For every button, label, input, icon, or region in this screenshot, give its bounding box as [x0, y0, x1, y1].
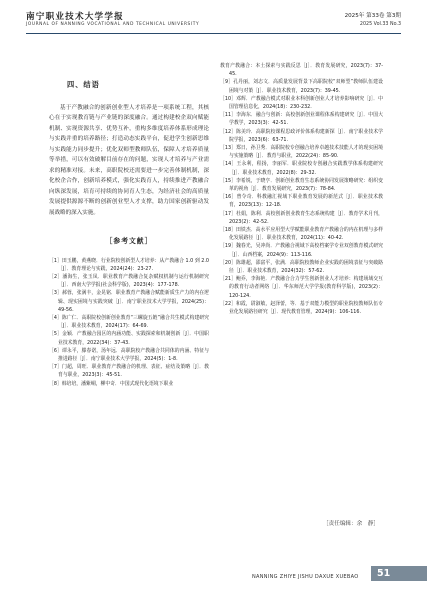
- journal-header: [26, 10, 401, 40]
- left-column: [49, 56, 209, 388]
- journal-title-en: JOURNAL OF NANNING VOCATIONAL AND TECHNICAL UNIVERSITY: [26, 22, 200, 27]
- reference-item: ［8］韩培培，潘紫峒，柳中奇．中国式现代化语境下职业: [49, 380, 174, 387]
- reference-item: ［13］郑日，孙卫秀．高职院校专创融合培养卓越技术技能人才的现实困境与实施策略［J］．教育与职业，2022(24)：85-90.: [220, 145, 383, 160]
- reference-item: ［2］潘海生，张玉凤．职业教育产教融合复杂赋权机制与运行机制研究［J］．西南大学学报(社会科学版)，2023(4)：177-178.: [49, 273, 209, 289]
- reference-item: ［7］门超，周旺．职业教育产教融合的机理、表征、症结及策略［J］．教育与职业，2023(3)：45-51.: [49, 364, 209, 379]
- reference-item: ［16］曾令奇．科教融汇视域下职业教育发展的新范式［J］．职业技术教育，2023(13)：12-18.: [220, 194, 383, 209]
- reference-item: ［9］孔丹丽，刘志文．高质量发展背景下高职院校“双师型”教师队伍建设困境与对策［J］．职业技术教育，2023(7)：39-45.: [220, 79, 383, 94]
- reference-item: ［18］田铁杰．高水平应用型大学赋能职业教育产教融合的内在机理与多样化发展路径［J］．职业技术教育，2024(11)：40-42.: [220, 227, 383, 242]
- reference-item: ［19］魏春光，吴冲尚．产教融合视域下高校档案学专业双创教育模式研究［J］．山西档案，2024(9)：113-116.: [220, 243, 383, 258]
- responsible-editor: ［责任编辑：余 静］: [323, 521, 379, 527]
- right-column: [220, 62, 383, 316]
- issue-info-cn: 2025年 第33卷 第3期: [344, 13, 401, 19]
- conclusion-paragraph: 基于产教融合的创新创业型人才培养是一项系统工程，其核心在于实现教育链与产业链的深度融合。通过构建校企双向赋能机制、实现资源共享、优势互补，重构多维度培养体系形成理论与实践并重的培养路径；打造动态实践平台，促进学生创新思维与实践能力同步提升；优化双师型教师队伍，保障人才培养质量等举措，可以有效破解目前存在的问题，实现人才培养与产业需求的精准对接。未来，高职院校还需要进一步完善体制机制，深化校企合作，创新培养模式，强化实践育人，持续推进产教融合向纵深发展，培育可持续的协同育人生态，为经济社会的高质量发展提供源源不断的创新创业型人才支撑，助力国家创新驱动发展战略的深入实施。: [49, 104, 209, 216]
- reference-item: ［11］李海东．融合与创新：高校创新创业课程体系构建研究［J］．中国大学教学，2023(3)：42-51.: [220, 112, 383, 127]
- reference-item: ［6］谭永平，滕春诺，汤年远．高职院校产教融合共同体的内涵、特征与推进路径［J］．南宁职业技术大学学报，2024(5)：1-8.: [49, 347, 209, 362]
- reference-item: ［4］陈广仁．高职院校创新创业教育“三螺旋五链”融合共生模式构建研究［J］．职业技术教育，2024(17)：64-69.: [49, 314, 209, 330]
- references-heading: ［参考文献］: [105, 237, 153, 245]
- journal-title-cn: 南宁职业技术大学学报: [26, 12, 124, 22]
- reference-item: ［17］杜娟，陈利．高校创新创业教育生态系统构建［J］．教育学术月刊，2023(2)：42-52.: [220, 210, 383, 225]
- reference-item: ［3］郝蓉，张满丰，金晃铭．职业教育产教融合赋能新质生产力的内在逻辑、现实困境与实践突破［J］．南宁职业技术大学学报，2024(25)：49-56.: [49, 290, 209, 313]
- reference-item: ［14］王永利，程扬，李丽军．职业院校专创融合实践教学体系构建研究［J］．职业技术教育，2022(8)：29-32.: [220, 161, 383, 176]
- footer-running-title: NANNING ZHIYE JISHU DAXUE XUEBAO: [252, 574, 359, 580]
- reference-item: ［12］陈美玲．高职院校课程思政评价体系构建新探［J］．南宁职业技术学院学报，2023(6)：63-71.: [220, 128, 383, 143]
- reference-item: ［15］李希锐，于晓亨．创新创业教育生态系统协同发展策略研究：组织变革的视角［J］．教育发展研究，2023(7)：78-84.: [220, 177, 383, 193]
- reference-item: ［22］和霞，尉淑敏，赵泽蕾，等．基于双能力模型的职业院校教师队伍专业化发展路径研究［J］．现代教育管理，2024(9)：106-116.: [220, 300, 383, 316]
- reference-item: ［10］邓辉．产教融合模式对职业本科创新创业人才培养影响研究［J］．中国管理信息化，2024(18)：230-232.: [220, 95, 383, 111]
- reference-item: 教育产教融合：本土探索与实践反思［J］．教育发展研究，2023(7)：37-45.: [220, 63, 383, 78]
- section-heading: 四、结语: [67, 80, 100, 89]
- issue-info-en: 2025 Vol.33 No.3: [359, 22, 401, 27]
- reference-item: ［1］田玉鹏，黄燕晓．行业院校创新型人才培养：从产教融合 1.0 到 2.0［J］．教育理论与实践，2024(24)：23-27.: [49, 257, 209, 272]
- reference-item: ［20］陈雄超，邵富平，张满．高职院校教师企业实践的困境表征与突破路径［J］．职业技术教育，2024(32)：57-62.: [220, 259, 383, 275]
- reference-item: ［5］金颖．产教融合园区的内涵功能、实践探索和机制创新［J］．中国职业技术教育，2022(34)：37-43.: [49, 331, 209, 346]
- page-number: 51: [371, 566, 427, 581]
- header-divider: [26, 33, 401, 34]
- reference-item: ［21］鲍乔，李海艳．产教融合合力学生创新创业人才培养：构建场域交互的教育行动者网络［J］．华东师范大学学报(教育科学版)，2023(2)：120-124.: [220, 276, 383, 299]
